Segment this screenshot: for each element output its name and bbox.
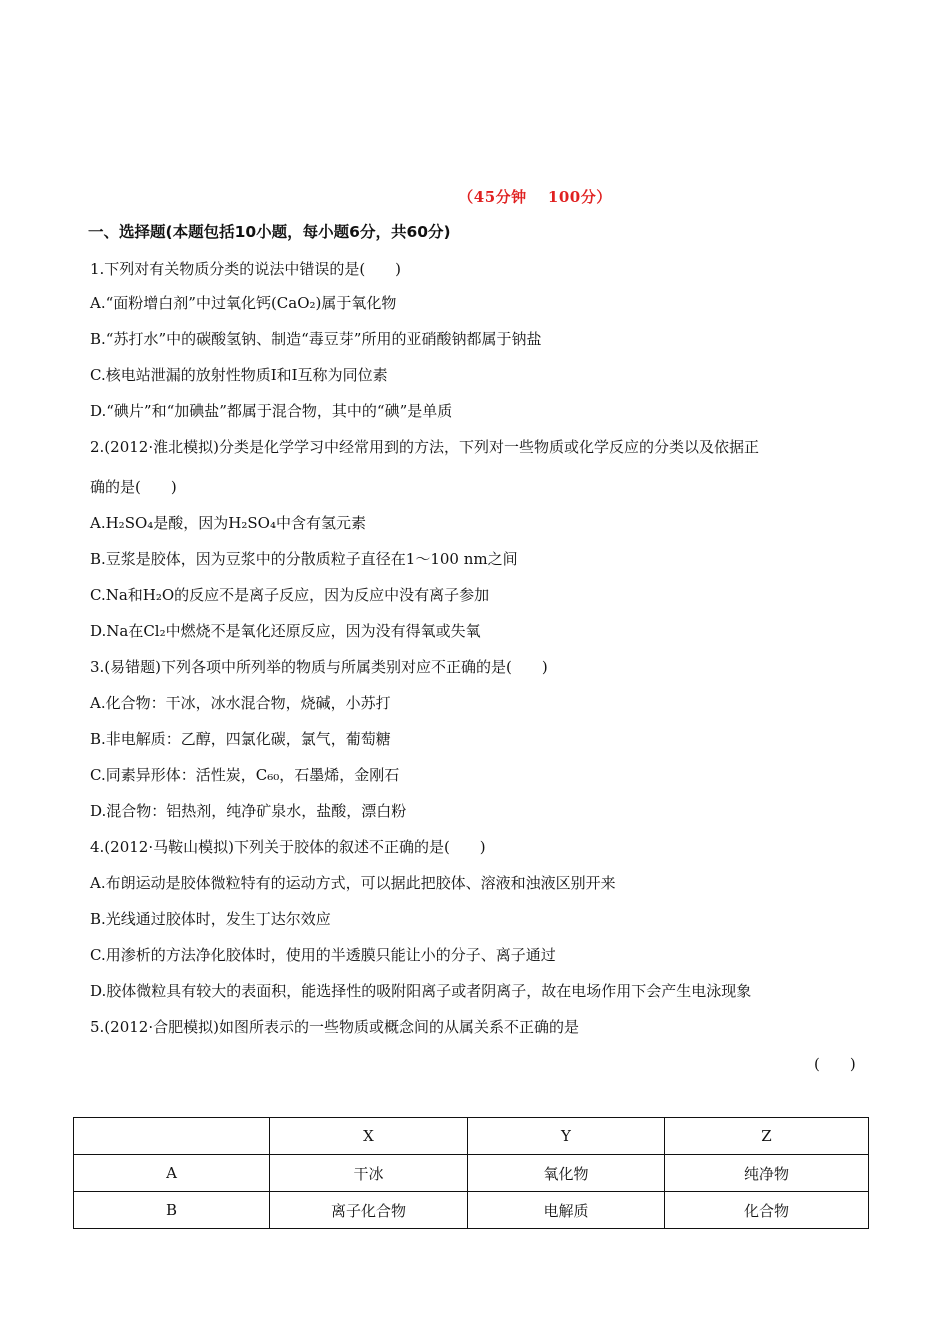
table-cell: 氧化物 xyxy=(468,1155,665,1192)
option-2d: D.Na在Cl₂中燃烧不是氧化还原反应，因为没有得氧或失氧 xyxy=(90,622,481,640)
option-2a: A.H₂SO₄是酸，因为H₂SO₄中含有氢元素 xyxy=(90,514,366,532)
question-3: 3.(易错题)下列各项中所列举的物质与所属类别对应不正确的是( ) xyxy=(90,658,548,676)
option-4c: C.用渗析的方法净化胶体时，使用的半透膜只能让小的分子、离子通过 xyxy=(90,946,556,964)
option-2c: C.Na和H₂O的反应不是离子反应，因为反应中没有离子参加 xyxy=(90,586,490,604)
option-4d: D.胶体微粒具有较大的表面积，能选择性的吸附阳离子或者阴离子，故在电场作用下会产生电泳现象 xyxy=(90,982,752,1000)
answer-parentheses: ( ) xyxy=(814,1055,856,1073)
table-header-cell: Z xyxy=(665,1118,869,1155)
table-header-cell: X xyxy=(270,1118,468,1155)
section-title: 一、选择题(本题包括10小题，每小题6分，共60分) xyxy=(88,223,451,241)
question-5: 5.(2012·合肥模拟)如图所表示的一些物质或概念间的从属关系不正确的是 xyxy=(90,1018,579,1036)
table-row xyxy=(74,1192,869,1229)
option-3b: B.非电解质：乙醇，四氯化碳，氯气，葡萄糖 xyxy=(90,730,391,748)
option-1b: B.“苏打水”中的碳酸氢钠、制造“毒豆芽”所用的亚硝酸钠都属于钠盐 xyxy=(90,330,542,348)
table-cell: B xyxy=(74,1192,270,1229)
table-cell: 干冰 xyxy=(270,1155,468,1192)
option-4b: B.光线通过胶体时，发生丁达尔效应 xyxy=(90,910,331,928)
option-4a: A.布朗运动是胶体微粒特有的运动方式，可以据此把胶体、溶液和浊液区别开来 xyxy=(90,874,616,892)
table-cell: 化合物 xyxy=(665,1192,869,1229)
option-2b: B.豆浆是胶体，因为豆浆中的分散质粒子直径在1～100 nm之间 xyxy=(90,550,518,568)
option-3d: D.混合物：铝热剂，纯净矿泉水，盐酸，漂白粉 xyxy=(90,802,407,820)
table-cell: 纯净物 xyxy=(665,1155,869,1192)
table-header-cell xyxy=(74,1118,270,1155)
option-1c: C.核电站泄漏的放射性物质Ⅰ和Ⅰ互称为同位素 xyxy=(90,366,388,384)
question-2: 2.(2012·淮北模拟)分类是化学学习中经常用到的方法，下列对一些物质或化学反应的分类以及依据正 xyxy=(90,438,759,456)
table-header-row xyxy=(74,1118,869,1155)
time-score-header: （45分钟 100分） xyxy=(458,188,612,206)
table-cell: 电解质 xyxy=(468,1192,665,1229)
option-1d: D.“碘片”和“加碘盐”都属于混合物，其中的“碘”是单质 xyxy=(90,402,453,420)
table-cell: A xyxy=(74,1155,270,1192)
option-3a: A.化合物：干冰，冰水混合物，烧碱，小苏打 xyxy=(90,694,391,712)
option-3c: C.同素异形体：活性炭，C₆₀，石墨烯，金刚石 xyxy=(90,766,400,784)
option-1a: A.“面粉增白剂”中过氧化钙(CaO₂)属于氧化物 xyxy=(90,294,397,312)
question-4: 4.(2012·马鞍山模拟)下列关于胶体的叙述不正确的是( ) xyxy=(90,838,486,856)
table-header-cell: Y xyxy=(468,1118,665,1155)
question-1: 1.下列对有关物质分类的说法中错误的是( ) xyxy=(90,260,402,278)
question-2-cont: 确的是( ) xyxy=(90,478,177,496)
question-5-table xyxy=(73,1117,869,1229)
table-cell: 离子化合物 xyxy=(270,1192,468,1229)
table-row xyxy=(74,1155,869,1192)
